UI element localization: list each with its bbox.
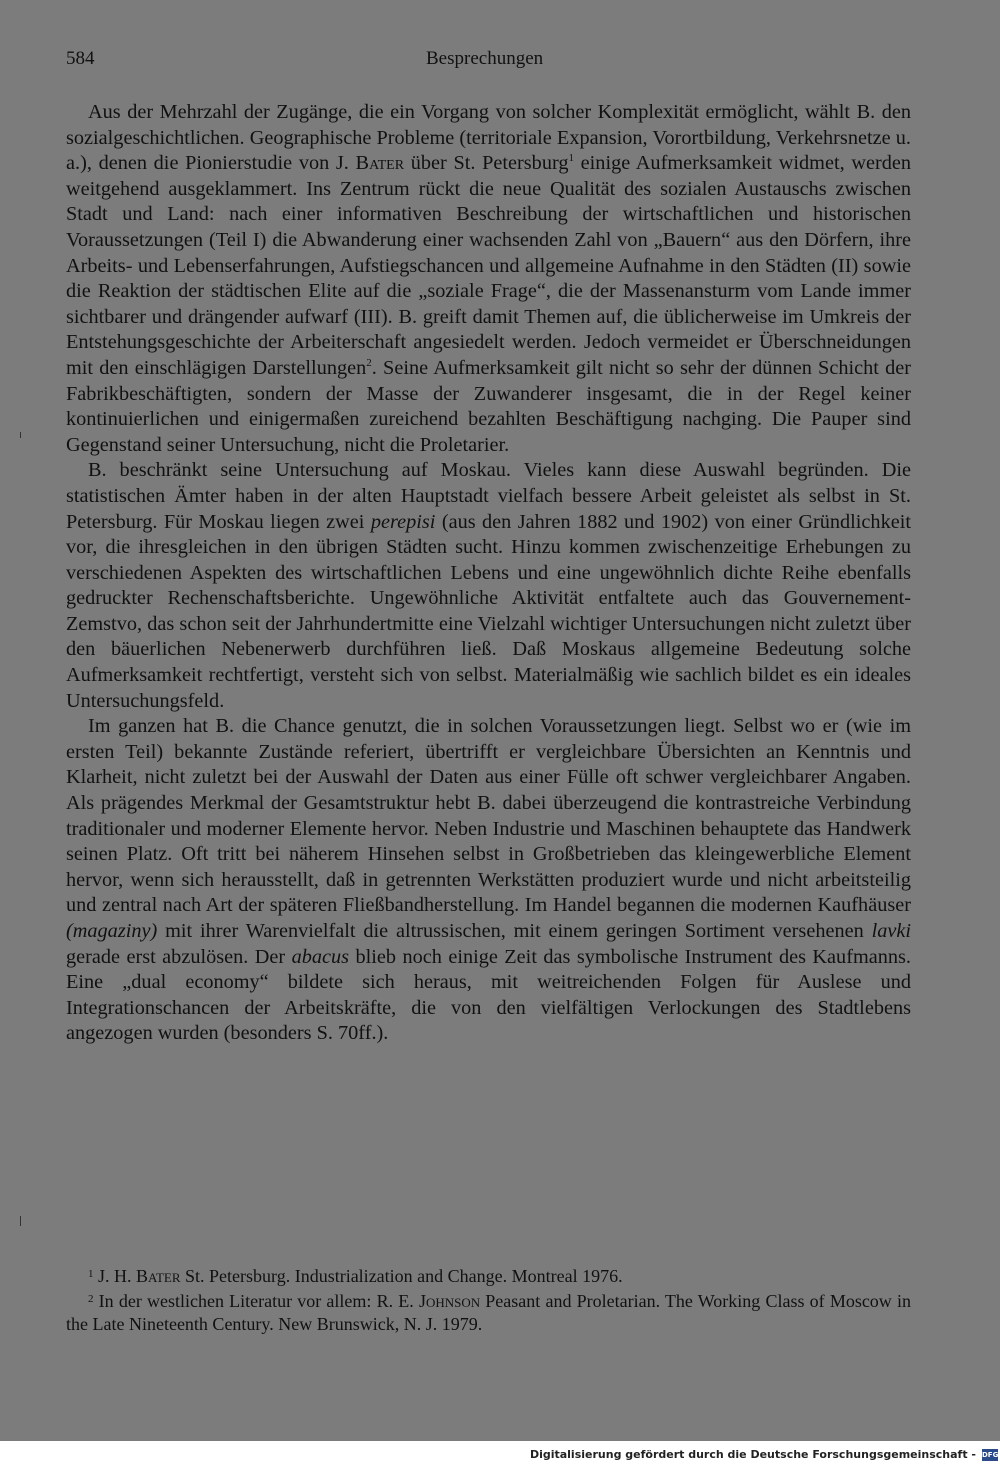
footnote-2-text-2: Peasant and Proletarian. The Working Class of Moscow in the Late Nineteenth Century. New Brunswick, N. J. 1979. xyxy=(66,1291,911,1334)
dfg-logo-icon[interactable]: DFG xyxy=(982,1451,999,1459)
footnote-2-text-1: In der westlichen Literatur vor allem: R. E. xyxy=(93,1291,419,1311)
term-perepisi: perepisi xyxy=(370,510,436,533)
footnotes xyxy=(66,1263,911,1336)
author-bater: Bater xyxy=(355,152,405,175)
p1-text-2: über St. Petersburg xyxy=(404,152,569,175)
p3-text-1: Im ganzen hat B. die Chance genutzt, die in solchen Voraussetzungen liegt. Selbst wo er (wie im ersten Teil) bekannte Zustände referiert, übertrifft er vergleichbare Übersichten an Kenntnis und Klarheit, nicht zuletzt bei der Auswahl der Daten aus einer Fülle oft schwer vergleichbarer Angaben. Als prägendes Merkmal der Gesamtstruktur hebt B. dabei überzeugend die kontrastreiche Verbindung traditionaler und moderner Elemente hervor. Neben Industrie und Maschinen behauptete das Handwerk seinen Platz. Oft tritt bei näherem Hinsehen selbst in Großbetrieben das kleingewerbliche Element hervor, wenn sich herausstellt, daß in getrennten Werkstätten produziert wurde und nicht arbeitsteilig und zentral nach Art der späteren Fließbandherstellung. Im Handel begannen die modernen Kaufhäuser xyxy=(66,715,911,917)
footnote-1-number: 1 xyxy=(88,1268,94,1280)
paragraph-2 xyxy=(66,458,911,714)
footnote-2 xyxy=(66,1288,911,1336)
p1-text-1: Aus der Mehrzahl der Zugänge, die ein Vorgang von solcher Komplexität ermöglicht, wählt B. den sozialgeschichtlichen. Geographische Probleme (territoriale Expansion, Vorortbildung, Verkehrsnetze u. a.), denen die Pionierstudie von J. xyxy=(66,101,911,175)
paragraph-1 xyxy=(66,100,911,458)
p3-text-3: gerade erst abzulösen. Der xyxy=(66,945,292,968)
footnote-2-author: Johnson xyxy=(418,1291,481,1311)
dfg-credit-text: Digitalisierung gefördert durch die Deutsche Forschungsgemeinschaft - xyxy=(529,1448,976,1461)
footnote-1-author: Bater xyxy=(136,1266,181,1286)
p2-text-1: B. beschränkt seine Untersuchung auf Moskau. Vieles kann diese Auswahl begründen. Die statistischen Ämter haben in der alten Hauptstadt vielfach bessere Arbeit geleistet als selbst in St. Petersburg. Für Moskau liegen zwei xyxy=(66,459,911,533)
footnote-1-text-2: St. Petersburg. Industrialization and Change. Montreal 1976. xyxy=(180,1266,623,1286)
p2-text-2: (aus den Jahren 1882 und 1902) von einer Gründlichkeit vor, die ihresgleichen in den übrigen Städten sucht. Hinzu kommen zwischenzeitige Erhebungen zu verschiedenen Aspekten des wirtschaftlichen Lebens und eine ungewöhnlich dichte Reihe ebenfalls gedruckter Rechenschaftsberichte. Ungewöhnliche Aktivität entfaltete auch das Gouvernement-Zemstvo, das schon seit der Jahrhundertmitte eine Vielzahl wichtiger Untersuchungen nicht zuletzt über den bäuerlichen Nebenerwerb durchführen ließ. Daß Moskaus allgemeine Bedeutung solche Aufmerksamkeit rechtfertigt, versteht sich von selbst. Materialmäßig wie sachlich bildet es ein ideales Untersuchungsfeld. xyxy=(66,510,911,712)
scan-mark xyxy=(20,1216,21,1226)
article-body xyxy=(66,100,911,1047)
running-head: Besprechungen xyxy=(426,48,544,69)
paragraph-3 xyxy=(66,714,911,1047)
p3-text-2: mit ihrer Warenvielfalt die altrussischen, mit einem geringen Sortiment versehenen xyxy=(157,920,872,942)
term-magaziny: (magaziny) xyxy=(66,920,158,942)
p1-text-3: einige Aufmerksamkeit widmet, werden weitgehend ausgeklammert. Ins Zentrum rückt die neue Qualität des sozialen Austauschs zwischen Stadt und Land: nach einer informativen Beschreibung der wirtschaftlichen und historischen Voraussetzungen (Teil I) die Abwanderung einer wachsenden Zahl von „Bauern“ aus den Dörfern, ihre Arbeits- und Lebenserfahrungen, Aufstiegschancen und allgemeine Aufnahme in den Städten (II) sowie die Reaktion der städtischen Elite auf die „soziale Frage“, die der Massenansturm vom Lande immer sichtbarer und drängender aufwarf (III). B. greift damit Themen auf, die üblicherweise im Umkreis der Entstehungsgeschichte der Arbeiterschaft angesiedelt werden. Jedoch vermeidet er Überschneidungen mit den einschlägigen Darstellungen xyxy=(66,152,912,379)
term-lavki: lavki xyxy=(871,920,911,942)
scan-mark xyxy=(20,432,21,438)
footnote-ref-1[interactable]: 1 xyxy=(568,152,574,165)
p3-text-4: blieb noch einige Zeit das symbolische Instrument des Kaufmanns. Eine „dual economy“ bildete sich heraus, mit weitreichenden Folgen für Auslese und Integrationschancen der Arbeitskräfte, die von den vielfältigen Verlockungen des Stadtlebens angezogen wurden (besonders S. 70ff.). xyxy=(66,945,911,1045)
page-header xyxy=(66,48,911,78)
dfg-footer-bar xyxy=(0,1441,1000,1469)
footnote-ref-2[interactable]: 2 xyxy=(366,357,372,370)
term-abacus: abacus xyxy=(291,945,350,968)
footnote-2-number: 2 xyxy=(88,1293,94,1305)
page-number: 584 xyxy=(66,48,95,69)
footnote-1 xyxy=(66,1263,911,1288)
footnote-1-text-1: J. H. xyxy=(93,1266,137,1286)
p1-text-4: . Seine Aufmerksamkeit gilt nicht so sehr der dünnen Schicht der Fabrikbeschäftigten, sondern der Masse der Zuwanderer insgesamt, die in der Regel keiner kontinuierlichen und einigermaßen zureichend bezahlten Beschäftigung nachging. Die Pauper sind Gegenstand seiner Untersuchung, nicht die Proletarier. xyxy=(66,356,912,456)
